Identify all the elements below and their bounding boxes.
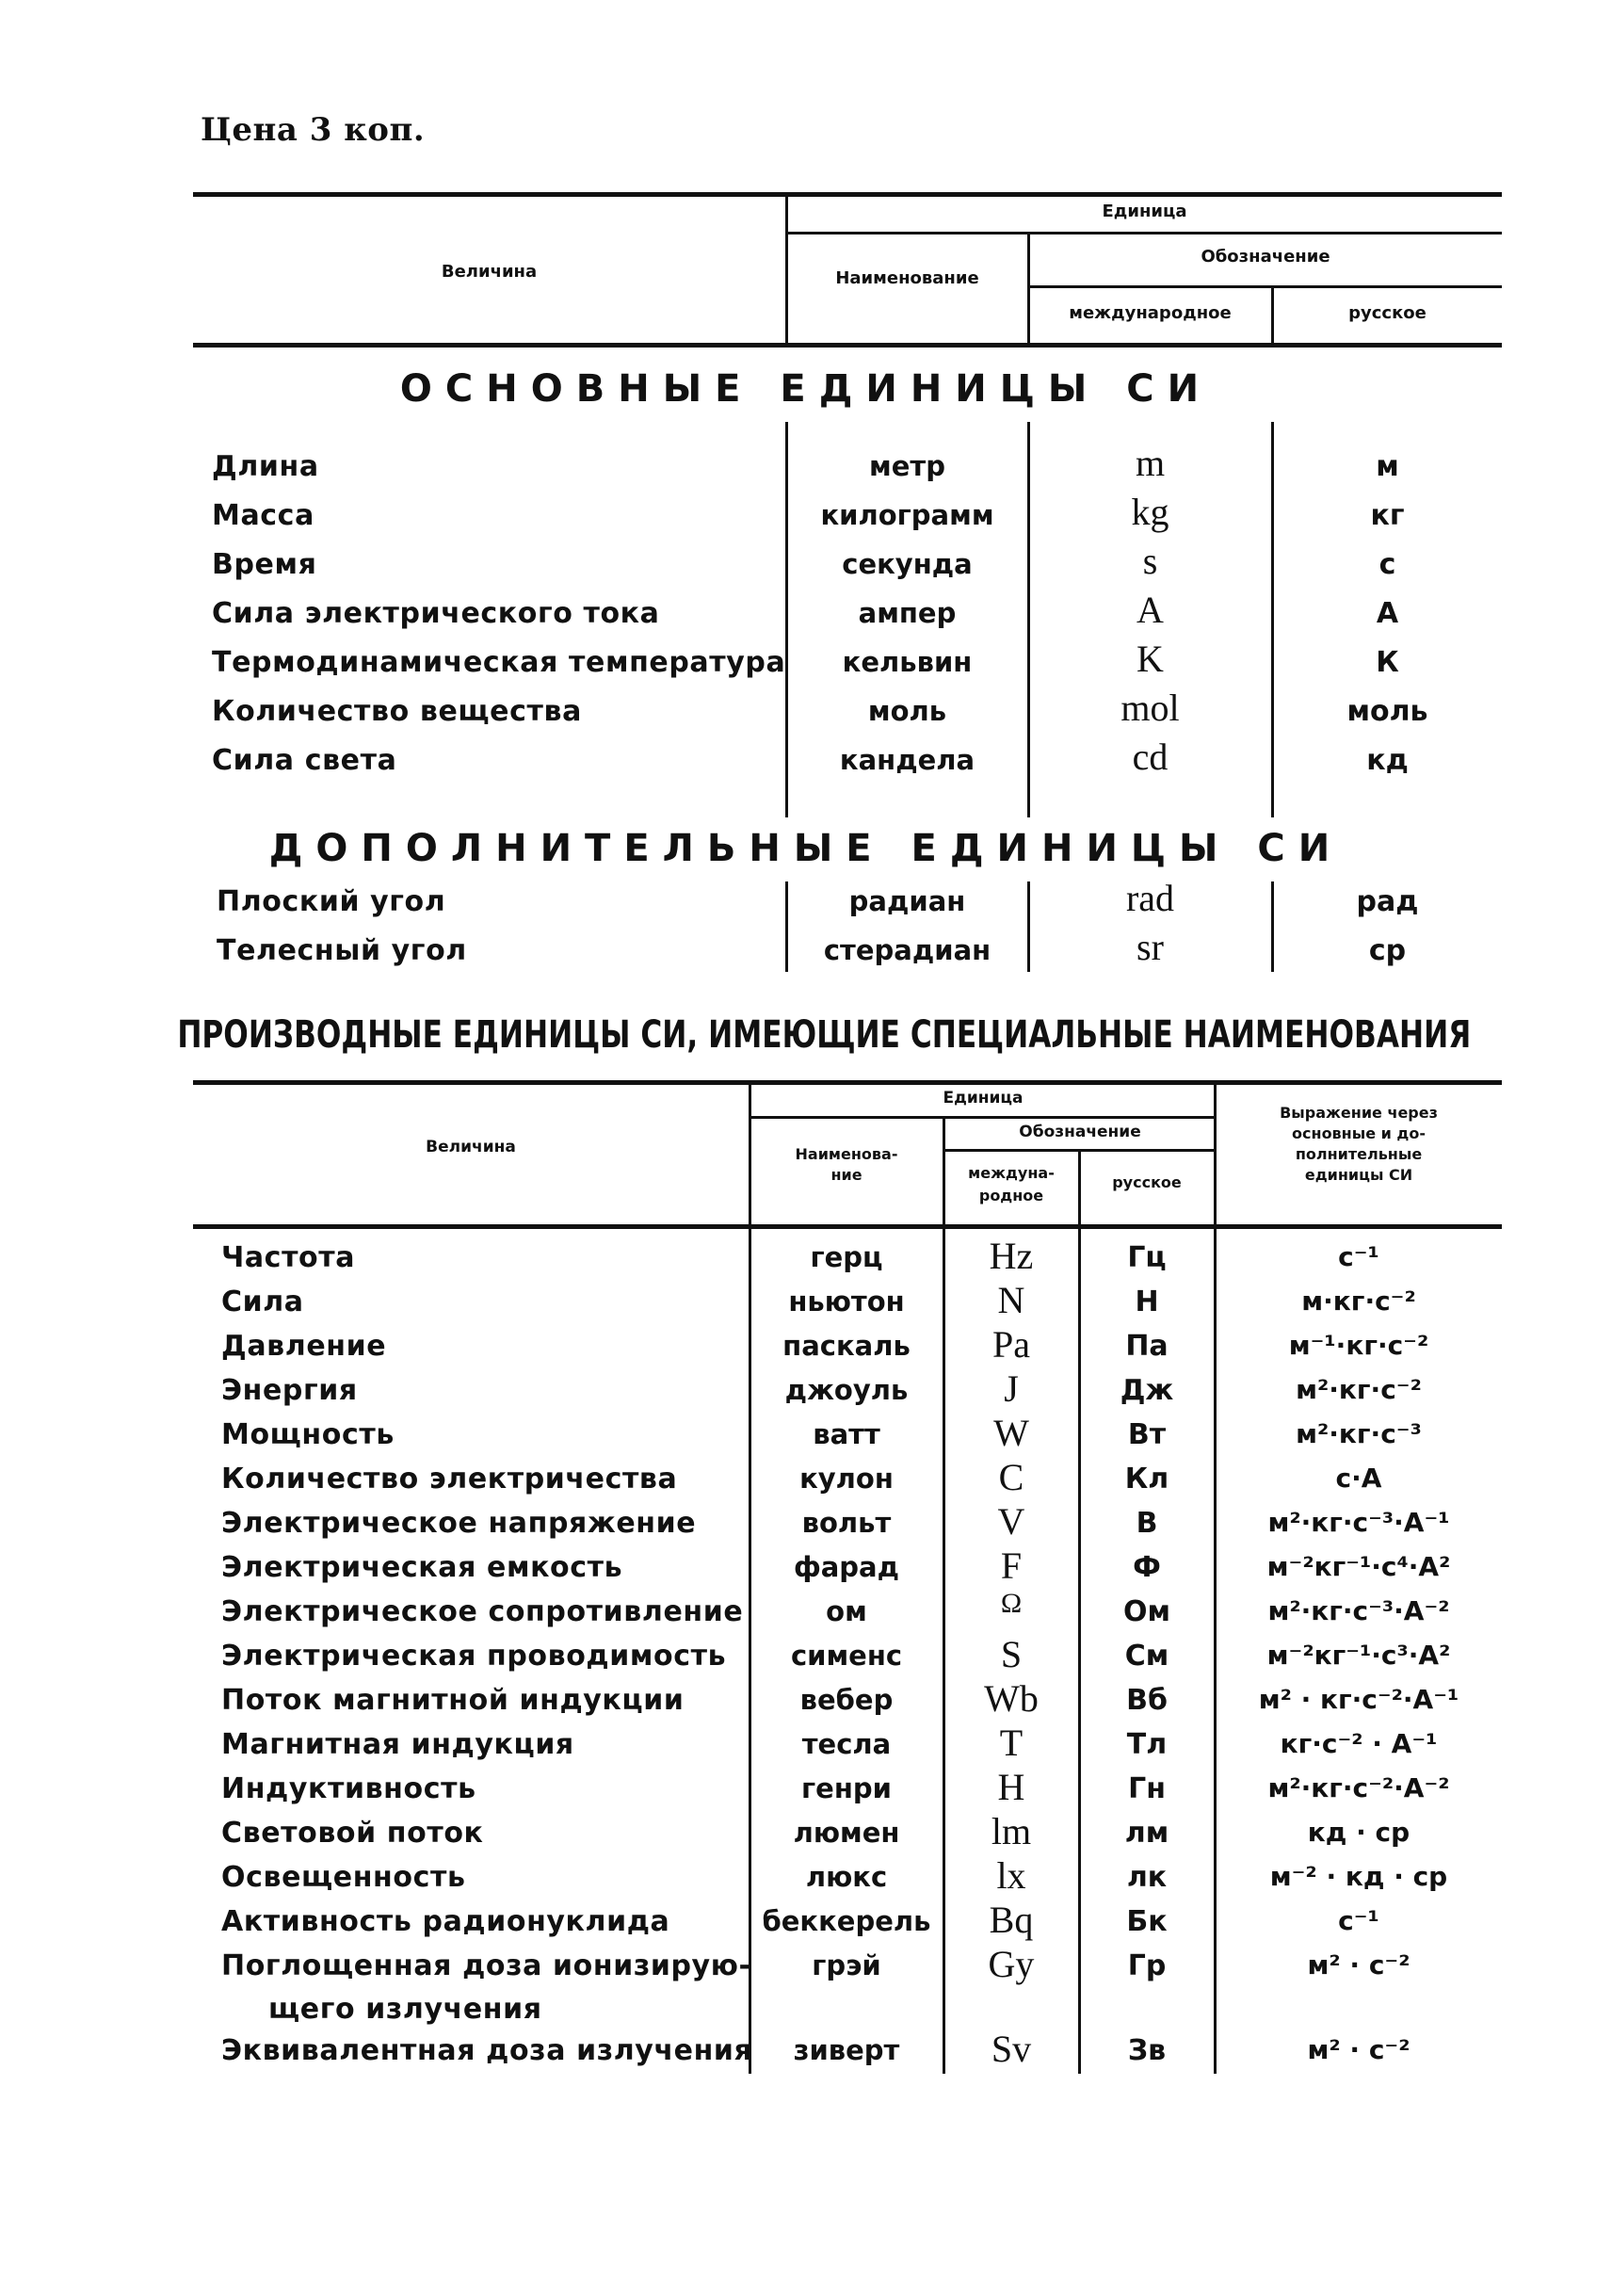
intl-symbol-cell: rad	[1125, 877, 1175, 919]
intl-symbol-cell: Hz	[989, 1235, 1034, 1277]
table1-header-designation: Обозначение	[1201, 247, 1330, 267]
quantity-cell: Электрическое сопротивление	[221, 1595, 744, 1628]
unit-name-cell: люмен	[793, 1817, 900, 1849]
table-row	[0, 1235, 1612, 1290]
table-row	[0, 1500, 1612, 1556]
unit-name-cell: секунда	[842, 548, 973, 580]
quantity-cell: Термодинамическая температура	[212, 646, 786, 679]
table-row	[0, 1943, 1612, 2038]
table-row	[0, 1412, 1612, 1467]
unit-name-cell: джоуль	[784, 1374, 909, 1406]
intl-symbol-cell: N	[997, 1279, 1025, 1321]
table1-designation-rule	[1029, 285, 1502, 288]
unit-name-cell: фарад	[793, 1551, 900, 1583]
table-row	[0, 491, 1612, 548]
rus-symbol-cell: Зв	[1127, 2034, 1167, 2067]
intl-symbol-cell: Ω	[1000, 1588, 1023, 1619]
expression-cell: м² · кг·с⁻²·А⁻¹	[1258, 1684, 1459, 1715]
intl-symbol-cell: W	[993, 1412, 1029, 1454]
quantity-cell: Индуктивность	[221, 1772, 476, 1805]
intl-symbol-cell: Bq	[989, 1899, 1034, 1941]
unit-name-cell: кандела	[839, 744, 975, 776]
table1-unit-rule	[787, 232, 1502, 234]
expression-cell: м·кг·с⁻²	[1301, 1285, 1416, 1317]
unit-name-cell: стерадиан	[823, 934, 991, 966]
rus-symbol-cell: А	[1376, 597, 1399, 630]
table-row	[0, 1588, 1612, 1644]
rus-symbol-cell: м	[1376, 450, 1399, 483]
section-title-base-units: ОСНОВНЫЕ ЕДИНИЦЫ СИ	[399, 367, 1213, 411]
quantity-cell: Поглощенная доза ионизирую-	[221, 1949, 751, 1982]
quantity-cell: Длина	[212, 450, 319, 483]
intl-symbol-cell: kg	[1131, 491, 1169, 533]
table1-header-international: международное	[1069, 303, 1232, 323]
table2-header-quantity: Величина	[426, 1138, 516, 1156]
table2-header-intl-line1: междуна-	[968, 1164, 1055, 1182]
intl-symbol-cell: mol	[1120, 687, 1180, 729]
table1-header-quantity: Величина	[441, 262, 538, 282]
table1-header-bottom-rule	[193, 343, 1502, 348]
quantity-cell: Сила электрического тока	[212, 597, 660, 630]
table-row	[0, 1456, 1612, 1512]
rus-symbol-cell: Дж	[1120, 1374, 1174, 1407]
table-row	[0, 1323, 1612, 1379]
rus-symbol-cell: Гн	[1128, 1772, 1166, 1805]
expression-cell: м²·кг·с⁻³	[1296, 1418, 1422, 1449]
table-row	[0, 1766, 1612, 1821]
rus-symbol-cell: с	[1378, 548, 1396, 581]
quantity-cell: Плоский угол	[217, 885, 446, 918]
unit-name-cell: кулон	[799, 1463, 894, 1495]
unit-name-cell: люкс	[805, 1861, 888, 1893]
unit-name-cell: вольт	[801, 1507, 892, 1539]
table2-header-bottom-rule	[193, 1224, 1502, 1229]
expression-cell: м²·кг·с⁻²·А⁻²	[1267, 1772, 1450, 1803]
quantity-cell: Магнитная индукция	[221, 1728, 574, 1761]
intl-symbol-cell: A	[1136, 589, 1164, 631]
table-row	[0, 638, 1612, 695]
unit-name-cell: паскаль	[782, 1330, 911, 1362]
rus-symbol-cell: Ом	[1122, 1595, 1171, 1628]
table2-header-expr-line1: Выражение через	[1280, 1104, 1438, 1122]
quantity-cell: Освещенность	[221, 1861, 466, 1894]
table2-top-rule	[193, 1080, 1502, 1085]
table-row	[0, 926, 1612, 983]
quantity-cell: Масса	[212, 499, 314, 532]
expression-cell: м² · с⁻²	[1307, 2034, 1410, 2065]
intl-symbol-cell: Pa	[992, 1323, 1030, 1366]
intl-symbol-cell: lx	[996, 1854, 1026, 1897]
unit-name-cell: грэй	[812, 1949, 881, 1981]
intl-symbol-cell: m	[1135, 442, 1166, 484]
rus-symbol-cell: кд	[1366, 744, 1409, 777]
intl-symbol-cell: cd	[1132, 736, 1169, 778]
quantity-cell: Телесный угол	[217, 934, 467, 967]
table1-header-name: Наименование	[835, 268, 979, 288]
quantity-cell: Мощность	[221, 1418, 395, 1451]
table2-header-name-line2: ние	[830, 1166, 862, 1184]
intl-symbol-cell: V	[997, 1500, 1025, 1543]
rus-symbol-cell: лм	[1124, 1817, 1169, 1850]
rus-symbol-cell: моль	[1346, 695, 1428, 728]
table2-header-expr-line3: полнительные	[1295, 1145, 1423, 1163]
table2-header-designation: Обозначение	[1019, 1123, 1141, 1141]
unit-name-cell: ньютон	[788, 1285, 905, 1318]
table2-header-expr-line4: единицы СИ	[1304, 1166, 1413, 1184]
expression-cell: м⁻¹·кг·с⁻²	[1288, 1330, 1429, 1361]
price-label: Цена 3 коп.	[201, 111, 426, 149]
rus-symbol-cell: Вт	[1127, 1418, 1167, 1451]
quantity-cell: Количество вещества	[212, 695, 582, 728]
section-title-derived-units: ПРОИЗВОДНЫЕ ЕДИНИЦЫ СИ, ИМЕЮЩИЕ СПЕЦИАЛЬНЫЕ НАИМЕНОВАНИЯ	[177, 1013, 1472, 1057]
expression-cell: м⁻²кг⁻¹·с⁴·А²	[1266, 1551, 1451, 1582]
intl-symbol-cell: C	[998, 1456, 1024, 1498]
quantity-cell: Электрическая емкость	[221, 1551, 623, 1584]
unit-name-cell: метр	[869, 450, 945, 482]
unit-name-cell: зиверт	[793, 2034, 900, 2066]
expression-cell: с⁻¹	[1338, 1905, 1379, 1936]
table2-header-unit: Единица	[943, 1089, 1024, 1108]
table-row	[0, 1810, 1612, 1866]
unit-name-cell: килограмм	[820, 499, 994, 531]
table-row	[0, 1677, 1612, 1733]
rus-symbol-cell: Бк	[1126, 1905, 1168, 1938]
quantity-cell: Количество электричества	[221, 1463, 678, 1496]
quantity-cell: Частота	[221, 1241, 356, 1274]
rus-symbol-cell: Кл	[1124, 1463, 1169, 1496]
quantity-cell: Электрическое напряжение	[221, 1507, 697, 1540]
quantity-cell: Активность радионуклида	[221, 1905, 670, 1938]
table1-header-russian: русское	[1348, 303, 1427, 323]
rus-symbol-cell: ср	[1368, 934, 1407, 967]
table-row	[0, 1899, 1612, 1954]
table1-header-unit: Единица	[1102, 202, 1187, 221]
unit-name-cell: кельвин	[842, 646, 973, 678]
table-row	[0, 736, 1612, 793]
table1-top-rule	[193, 192, 1502, 197]
rus-symbol-cell: Н	[1135, 1285, 1159, 1318]
table-row	[0, 1722, 1612, 1777]
unit-name-cell: беккерель	[762, 1905, 931, 1937]
rus-symbol-cell: рад	[1356, 885, 1419, 918]
table-row	[0, 1633, 1612, 1689]
intl-symbol-cell: sr	[1136, 926, 1164, 968]
intl-symbol-cell: H	[997, 1766, 1025, 1808]
intl-symbol-cell: F	[1000, 1544, 1023, 1587]
intl-symbol-cell: s	[1142, 540, 1158, 582]
table2-unit-rule	[750, 1116, 1216, 1119]
expression-cell: м²·кг·с⁻³·А⁻¹	[1267, 1507, 1450, 1538]
intl-symbol-cell: Gy	[988, 1943, 1035, 1985]
rus-symbol-cell: Гц	[1127, 1241, 1167, 1274]
table-row	[0, 2028, 1612, 2083]
rus-symbol-cell: См	[1124, 1640, 1169, 1673]
table-row	[0, 442, 1612, 499]
rus-symbol-cell: Тл	[1126, 1728, 1168, 1761]
intl-symbol-cell: K	[1136, 638, 1164, 680]
expression-cell: м²·кг·с⁻²	[1296, 1374, 1422, 1405]
quantity-cell: Сила	[221, 1285, 304, 1318]
intl-symbol-cell: T	[999, 1722, 1024, 1764]
quantity-cell-continuation: щего излучения	[268, 1993, 542, 2026]
expression-cell: м² · с⁻²	[1307, 1949, 1410, 1981]
rus-symbol-cell: Ф	[1133, 1551, 1161, 1584]
quantity-cell: Эквивалентная доза излучения	[221, 2034, 753, 2067]
table2-header-expr-line2: основные и до-	[1292, 1124, 1426, 1142]
intl-symbol-cell: Sv	[991, 2028, 1032, 2070]
intl-symbol-cell: S	[1000, 1633, 1023, 1675]
expression-cell: м⁻²кг⁻¹·с³·А²	[1266, 1640, 1451, 1671]
unit-name-cell: моль	[867, 695, 947, 727]
expression-cell: с⁻¹	[1338, 1241, 1379, 1272]
rus-symbol-cell: Па	[1125, 1330, 1169, 1363]
unit-name-cell: радиан	[848, 885, 966, 917]
rus-symbol-cell: К	[1376, 646, 1399, 679]
quantity-cell: Давление	[221, 1330, 387, 1363]
unit-name-cell: ватт	[813, 1418, 880, 1450]
unit-name-cell: генри	[801, 1772, 892, 1804]
intl-symbol-cell: Wb	[984, 1677, 1039, 1720]
table2-header-name-line1: Наименова-	[795, 1145, 898, 1163]
table-row	[0, 1854, 1612, 1910]
table-row	[0, 1544, 1612, 1600]
quantity-cell: Поток магнитной индукции	[221, 1684, 685, 1717]
expression-cell: кд · ср	[1307, 1817, 1410, 1848]
rus-symbol-cell: лк	[1126, 1861, 1168, 1894]
unit-name-cell: ампер	[858, 597, 957, 629]
unit-name-cell: сименс	[790, 1640, 903, 1672]
table-row	[0, 1279, 1612, 1334]
unit-name-cell: герц	[810, 1241, 883, 1273]
table-row	[0, 540, 1612, 597]
table-row	[0, 589, 1612, 646]
expression-cell: м²·кг·с⁻³·А⁻²	[1267, 1595, 1450, 1626]
quantity-cell: Сила света	[212, 744, 397, 777]
rus-symbol-cell: В	[1136, 1507, 1158, 1540]
intl-symbol-cell: lm	[991, 1810, 1032, 1852]
quantity-cell: Световой поток	[221, 1817, 484, 1850]
rus-symbol-cell: Гр	[1127, 1949, 1167, 1982]
quantity-cell: Электрическая проводимость	[221, 1640, 727, 1673]
table-row	[0, 877, 1612, 934]
rus-symbol-cell: Вб	[1126, 1684, 1168, 1717]
expression-cell: кг·с⁻² · А⁻¹	[1280, 1728, 1438, 1759]
expression-cell: м⁻² · кд · ср	[1269, 1861, 1448, 1892]
unit-name-cell: тесла	[801, 1728, 892, 1760]
unit-name-cell: вебер	[799, 1684, 894, 1716]
table-row	[0, 687, 1612, 744]
expression-cell: с·А	[1335, 1463, 1382, 1494]
table2-header-intl-line2: родное	[978, 1187, 1044, 1205]
table-row	[0, 1367, 1612, 1423]
rus-symbol-cell: кг	[1370, 499, 1405, 532]
unit-name-cell: ом	[826, 1595, 867, 1627]
quantity-cell: Энергия	[221, 1374, 358, 1407]
table2-header-russian: русское	[1112, 1173, 1182, 1191]
section-title-supplementary-units: ДОПОЛНИТЕЛЬНЫЕ ЕДИНИЦЫ СИ	[268, 827, 1344, 870]
quantity-cell: Время	[212, 548, 317, 581]
intl-symbol-cell: J	[1004, 1367, 1019, 1410]
